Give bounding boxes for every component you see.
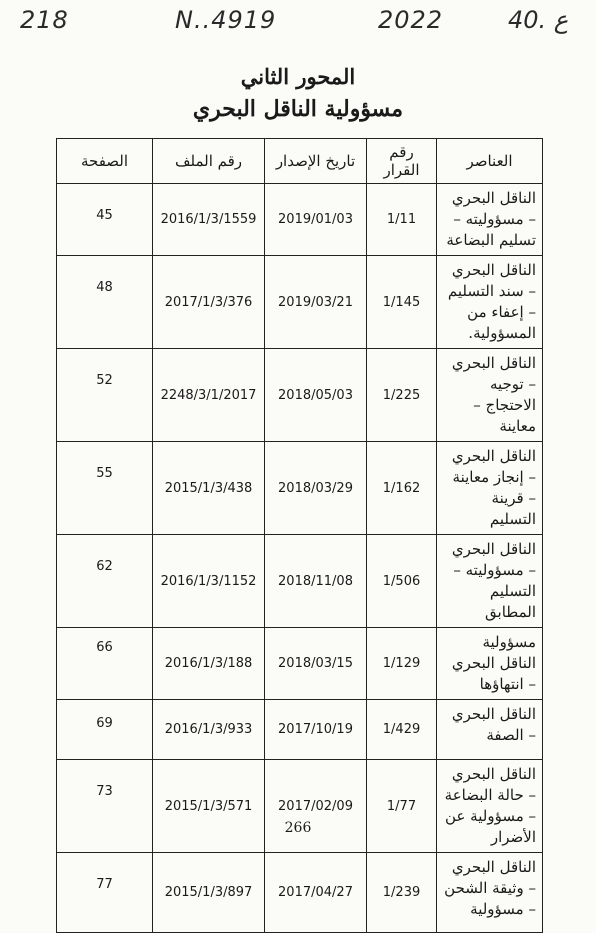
row-page: 62	[57, 535, 153, 628]
header-elements: العناصر	[437, 139, 543, 184]
row-page: 77	[57, 853, 153, 933]
table-row	[57, 442, 543, 535]
row-elements: الناقل البحري – حالة البضاعة – مسؤولية عن الأضرار	[437, 760, 543, 853]
row-elements: الناقل البحري – مسؤوليته – التسليم المطابق	[437, 535, 543, 628]
row-decision: 1/429	[367, 700, 437, 760]
row-elements: الناقل البحري – الصفة	[437, 700, 543, 760]
row-page: 45	[57, 184, 153, 256]
row-date: 2018/05/03	[265, 349, 367, 442]
handwritten-issue: ع .40	[508, 6, 569, 34]
row-decision: 1/145	[367, 256, 437, 349]
row-file: 2016/1/3/188	[153, 628, 265, 700]
handwritten-serial: N..4919	[175, 6, 277, 34]
row-date: 2019/01/03	[265, 184, 367, 256]
row-date: 2017/04/27	[265, 853, 367, 933]
row-page: 66	[57, 628, 153, 700]
row-page: 52	[57, 349, 153, 442]
row-page: 73	[57, 760, 153, 853]
row-file: 2015/1/3/571	[153, 760, 265, 853]
row-decision: 1/129	[367, 628, 437, 700]
table-row	[57, 535, 543, 628]
row-elements: الناقل البحري – سند التسليم – إعفاء من المسؤولية.	[437, 256, 543, 349]
row-file: 2016/1/3/933	[153, 700, 265, 760]
table-header-row	[57, 139, 543, 184]
table-row	[57, 349, 543, 442]
table-row	[57, 760, 543, 853]
table-row	[57, 628, 543, 700]
row-date: 2018/03/29	[265, 442, 367, 535]
row-elements: الناقل البحري – إنجاز معاينة – قرينة التسليم	[437, 442, 543, 535]
header-page: الصفحة	[57, 139, 153, 184]
row-page: 48	[57, 256, 153, 349]
row-decision: 1/506	[367, 535, 437, 628]
row-decision: 1/225	[367, 349, 437, 442]
table-row	[57, 853, 543, 933]
table-row	[57, 184, 543, 256]
row-decision: 1/11	[367, 184, 437, 256]
table-row	[57, 700, 543, 760]
row-file: 2016/1/3/1152	[153, 535, 265, 628]
section-title: مسؤولية الناقل البحري	[192, 96, 404, 122]
row-elements: الناقل البحري – وثيقة الشحن – مسؤولية	[437, 853, 543, 933]
row-date: 2019/03/21	[265, 256, 367, 349]
index-table	[56, 138, 543, 933]
handwritten-number-left: 218	[20, 6, 69, 34]
row-file: 2016/1/3/1559	[153, 184, 265, 256]
row-date: 2018/11/08	[265, 535, 367, 628]
row-elements: الناقل البحري – توجيه الاحتجاج – معاينة	[437, 349, 543, 442]
row-file: 2015/1/3/897	[153, 853, 265, 933]
header-issue-date: تاريخ الإصدار	[265, 139, 367, 184]
row-page: 69	[57, 700, 153, 760]
handwritten-year: 2022	[378, 6, 444, 34]
row-page: 55	[57, 442, 153, 535]
row-decision: 1/162	[367, 442, 437, 535]
row-elements: الناقل البحري – مسؤوليته – تسليم البضاعة	[437, 184, 543, 256]
table-row	[57, 256, 543, 349]
header-decision-number: رقم القرار	[367, 139, 437, 184]
section-part-heading: المحور الثاني	[240, 64, 356, 89]
header-file-number: رقم الملف	[153, 139, 265, 184]
row-elements: مسؤولية الناقل البحري – انتهاؤها	[437, 628, 543, 700]
row-date: 2017/10/19	[265, 700, 367, 760]
row-decision: 1/77	[367, 760, 437, 853]
row-decision: 1/239	[367, 853, 437, 933]
row-file: 2248/3/1/2017	[153, 349, 265, 442]
page-number: 266	[284, 820, 312, 836]
row-date: 2017/02/09	[265, 760, 367, 853]
row-file: 2015/1/3/438	[153, 442, 265, 535]
row-date: 2018/03/15	[265, 628, 367, 700]
row-file: 2017/1/3/376	[153, 256, 265, 349]
